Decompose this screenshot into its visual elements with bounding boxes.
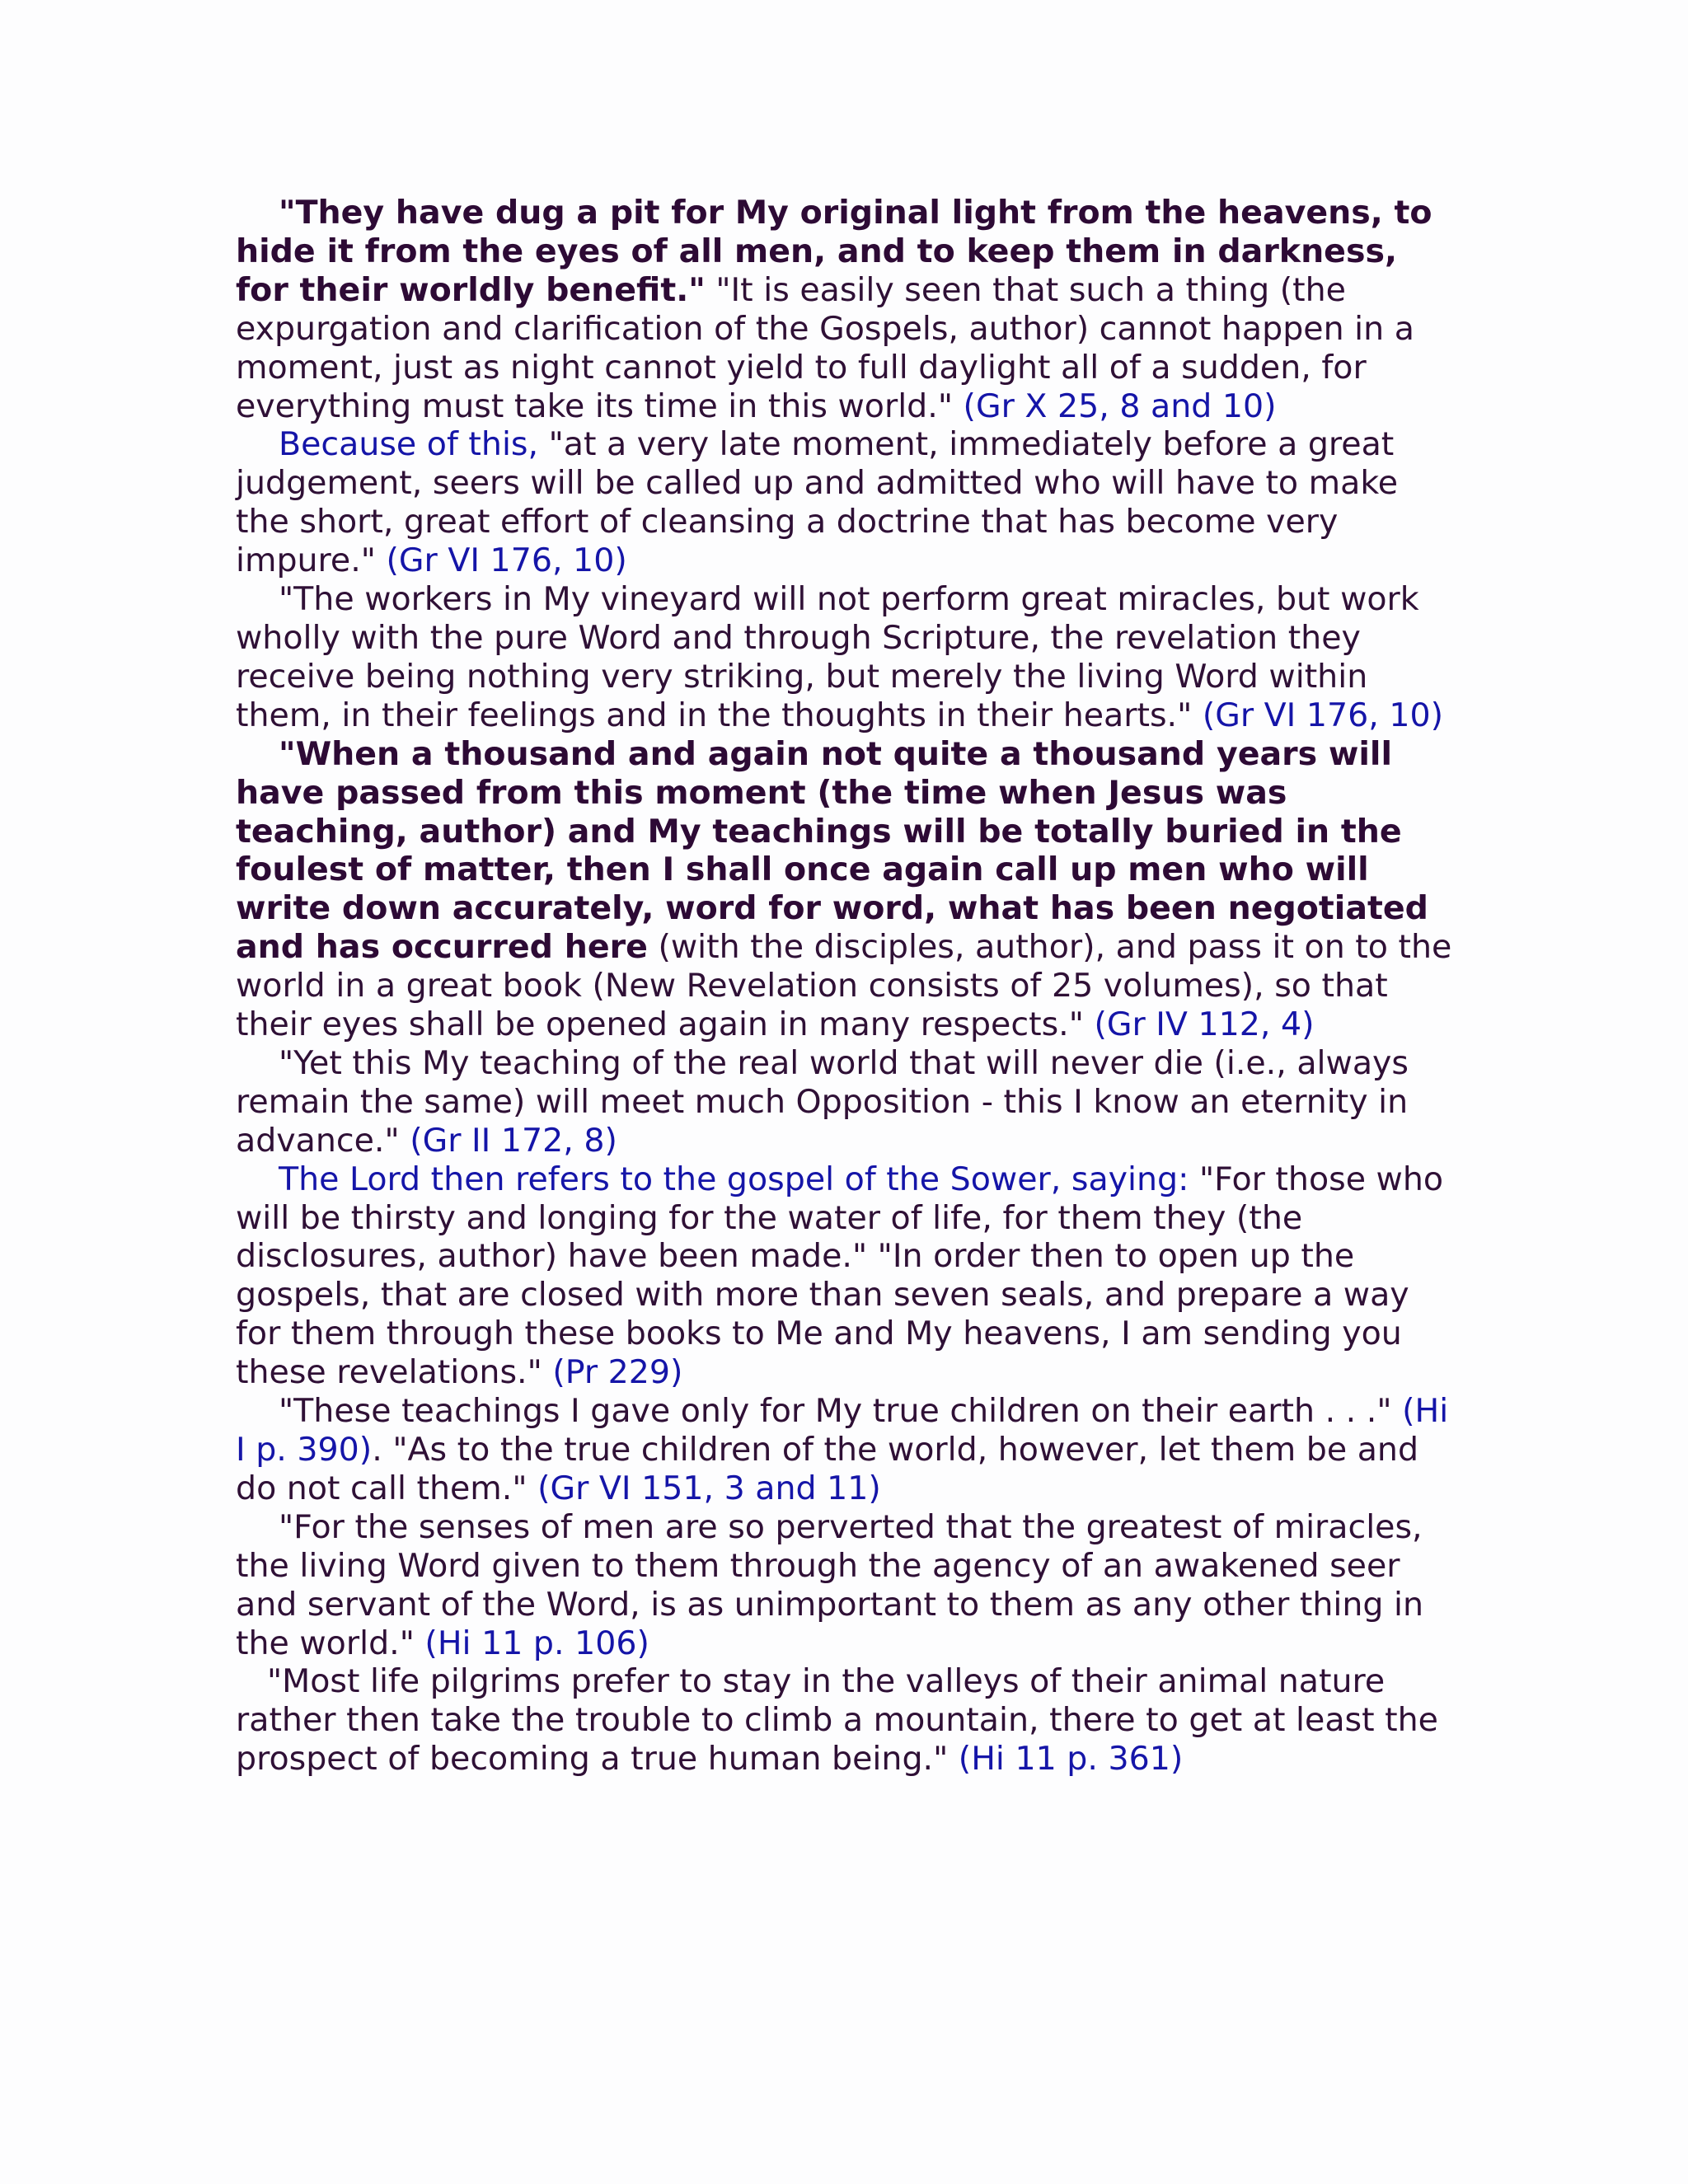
quote-text: "These teachings I gave only for My true children on their earth . . ." — [279, 1392, 1403, 1431]
reference: (Gr II 172, 8) — [410, 1121, 617, 1160]
paragraph — [236, 735, 1456, 1044]
reference: (Gr VI 151, 3 and 11) — [537, 1469, 881, 1507]
paragraph — [236, 1392, 1456, 1508]
paragraph — [236, 1160, 1456, 1392]
quote-text: "Most life pilgrims prefer to stay in the valleys of their animal nature rather then take the trouble to climb a mountain, there to get at least the prospect of becoming a true human being." — [236, 1662, 1438, 1779]
quote-text: "For the senses of men are so perverted that the greatest of miracles, the living Word given to them through the agency of an awakened seer and servant of the Word, is as unimportant to them as any other thing in the world." — [236, 1507, 1424, 1662]
quote-text: . "As to the true children of the world, however, let them be and do not call them." — [236, 1431, 1419, 1507]
emphasized-quote: "When a thousand and again not quite a thousand years will have passed from this moment (the time when Jesus was teaching, author) and My teachings will be totally buried in the foulest of matter, then I shall once again call up men who will write down accurately, word for word, what has been negotiated and has occurred here — [236, 734, 1428, 967]
reference: (Pr 229) — [552, 1353, 683, 1392]
quote-text: "Yet this My teaching of the real world that will never die (i.e., always remain the same) will meet much Opposition - this I know an eternity in advance." — [236, 1043, 1409, 1160]
paragraph — [236, 194, 1456, 425]
paragraph — [236, 1508, 1456, 1663]
quote-text: "The workers in My vineyard will not perform great miracles, but work wholly with the pure Word and through Scripture, the revelation they receive being nothing very striking, but merely the living Word within them, in their feelings and in the thoughts in their hearts." — [236, 580, 1419, 734]
emphasized-quote: "They have dug a pit for My original light from the heavens, to hide it from the eyes of all men, and to keep them in darkness, for their worldly benefit." — [236, 194, 1432, 309]
reference: (Hi I p. 390) — [236, 1392, 1449, 1469]
paragraph — [236, 580, 1456, 735]
reference: (Hi 11 p. 106) — [424, 1624, 649, 1662]
quote-text: "For those who will be thirsty and longing for the water of life, for them they (the disclosures, author) have been made." "In order then to open up the gospels, that are closed with more than seven seals, and prepare a way for them through these books to Me and My heavens, I am sending you these revelations." — [236, 1160, 1444, 1392]
paragraph — [236, 1044, 1456, 1160]
reference: (Gr VI 176, 10) — [1202, 696, 1444, 734]
paragraph — [236, 425, 1456, 580]
document-body — [236, 194, 1456, 1779]
intro-text: Because of this, — [279, 425, 539, 464]
quote-text: (with the disciples, author), and pass it on to the world in a great book (New Revelation consists of 25 volumes), so that their eyes shall be opened again in many respects." — [236, 928, 1452, 1044]
intro-text: The Lord then refers to the gospel of the Sower, saying: — [279, 1160, 1189, 1198]
quote-text: "at a very late moment, immediately before a great judgement, seers will be called up and admitted who will have to make the short, great effort of cleansing a doctrine that has become very impure." — [236, 425, 1399, 580]
reference: (Gr VI 176, 10) — [386, 541, 627, 580]
quote-text: "It is easily seen that such a thing (the expurgation and clarification of the Gospels, author) cannot happen in a moment, just as night cannot yield to full daylight all of a sudden, for everything must take its time in this world." — [236, 270, 1414, 425]
reference: (Hi 11 p. 361) — [958, 1740, 1184, 1779]
reference: (Gr IV 112, 4) — [1094, 1005, 1315, 1044]
reference: (Gr X 25, 8 and 10) — [963, 387, 1277, 425]
paragraph — [236, 1662, 1456, 1779]
